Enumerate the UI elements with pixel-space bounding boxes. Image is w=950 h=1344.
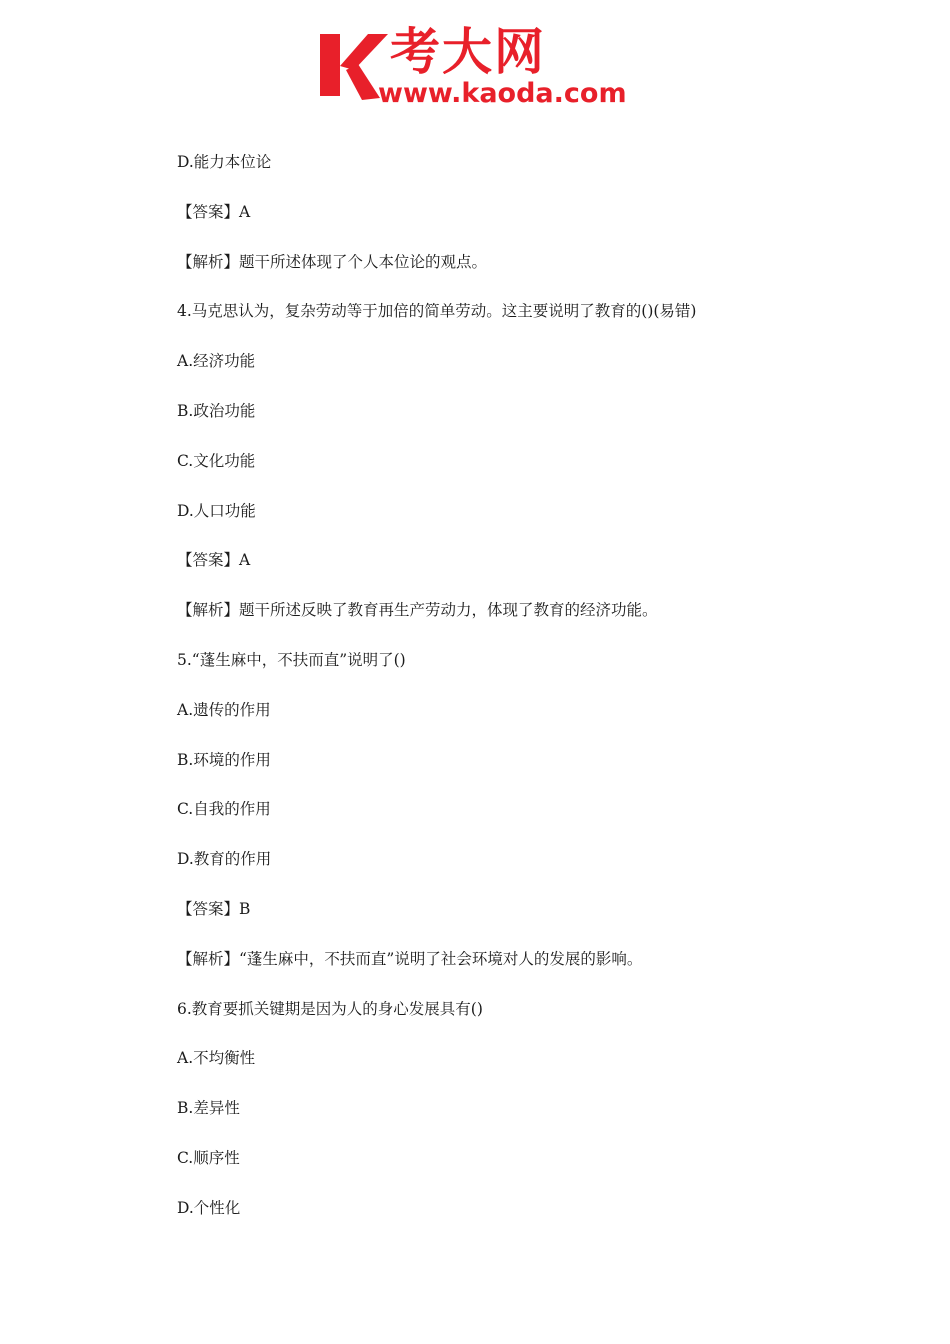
kaoda-logo [318,23,640,110]
option-c-line: C.文化功能 [177,451,256,470]
logo-title: 考大网 [390,23,546,81]
answer-line: 【答案】A [177,551,251,570]
explanation-line: 【解析】题干所述体现了个人本位论的观点。 [177,252,488,271]
option-d-line: D.教育的作用 [177,850,272,869]
option-b-line: B.环境的作用 [177,750,271,769]
option-d-line: D.能力本位论 [177,153,272,171]
option-d-line: D.人口功能 [177,501,256,520]
logo-url: www.kaoda.com [378,78,627,109]
option-c-line: C.顺序性 [177,1148,240,1167]
question-5: 5.“蓬生麻中，不扶而直”说明了() [177,650,406,669]
option-d-line: D.个性化 [177,1198,241,1217]
option-a-line: A.经济功能 [177,352,256,371]
question-content [177,150,877,1246]
option-b-line: B.差异性 [177,1099,240,1118]
answer-line: 【答案】B [177,899,251,918]
explanation-line: 【解析】题干所述反映了教育再生产劳动力，体现了教育的经济功能。 [177,601,658,620]
option-c-line: C.自我的作用 [177,800,271,819]
option-a-line: A.不均衡性 [177,1049,256,1068]
option-b-line: B.政治功能 [177,401,256,420]
explanation-line: 【解析】“蓬生麻中，不扶而直”说明了社会环境对人的发展的影响。 [177,949,643,968]
answer-line: 【答案】A [177,202,251,221]
question-6: 6.教育要抓关键期是因为人的身心发展具有() [177,999,483,1018]
option-a-line: A.遗传的作用 [177,700,271,719]
question-4: 4.马克思认为，复杂劳动等于加倍的简单劳动。这主要说明了教育的()(易错) [177,302,697,321]
